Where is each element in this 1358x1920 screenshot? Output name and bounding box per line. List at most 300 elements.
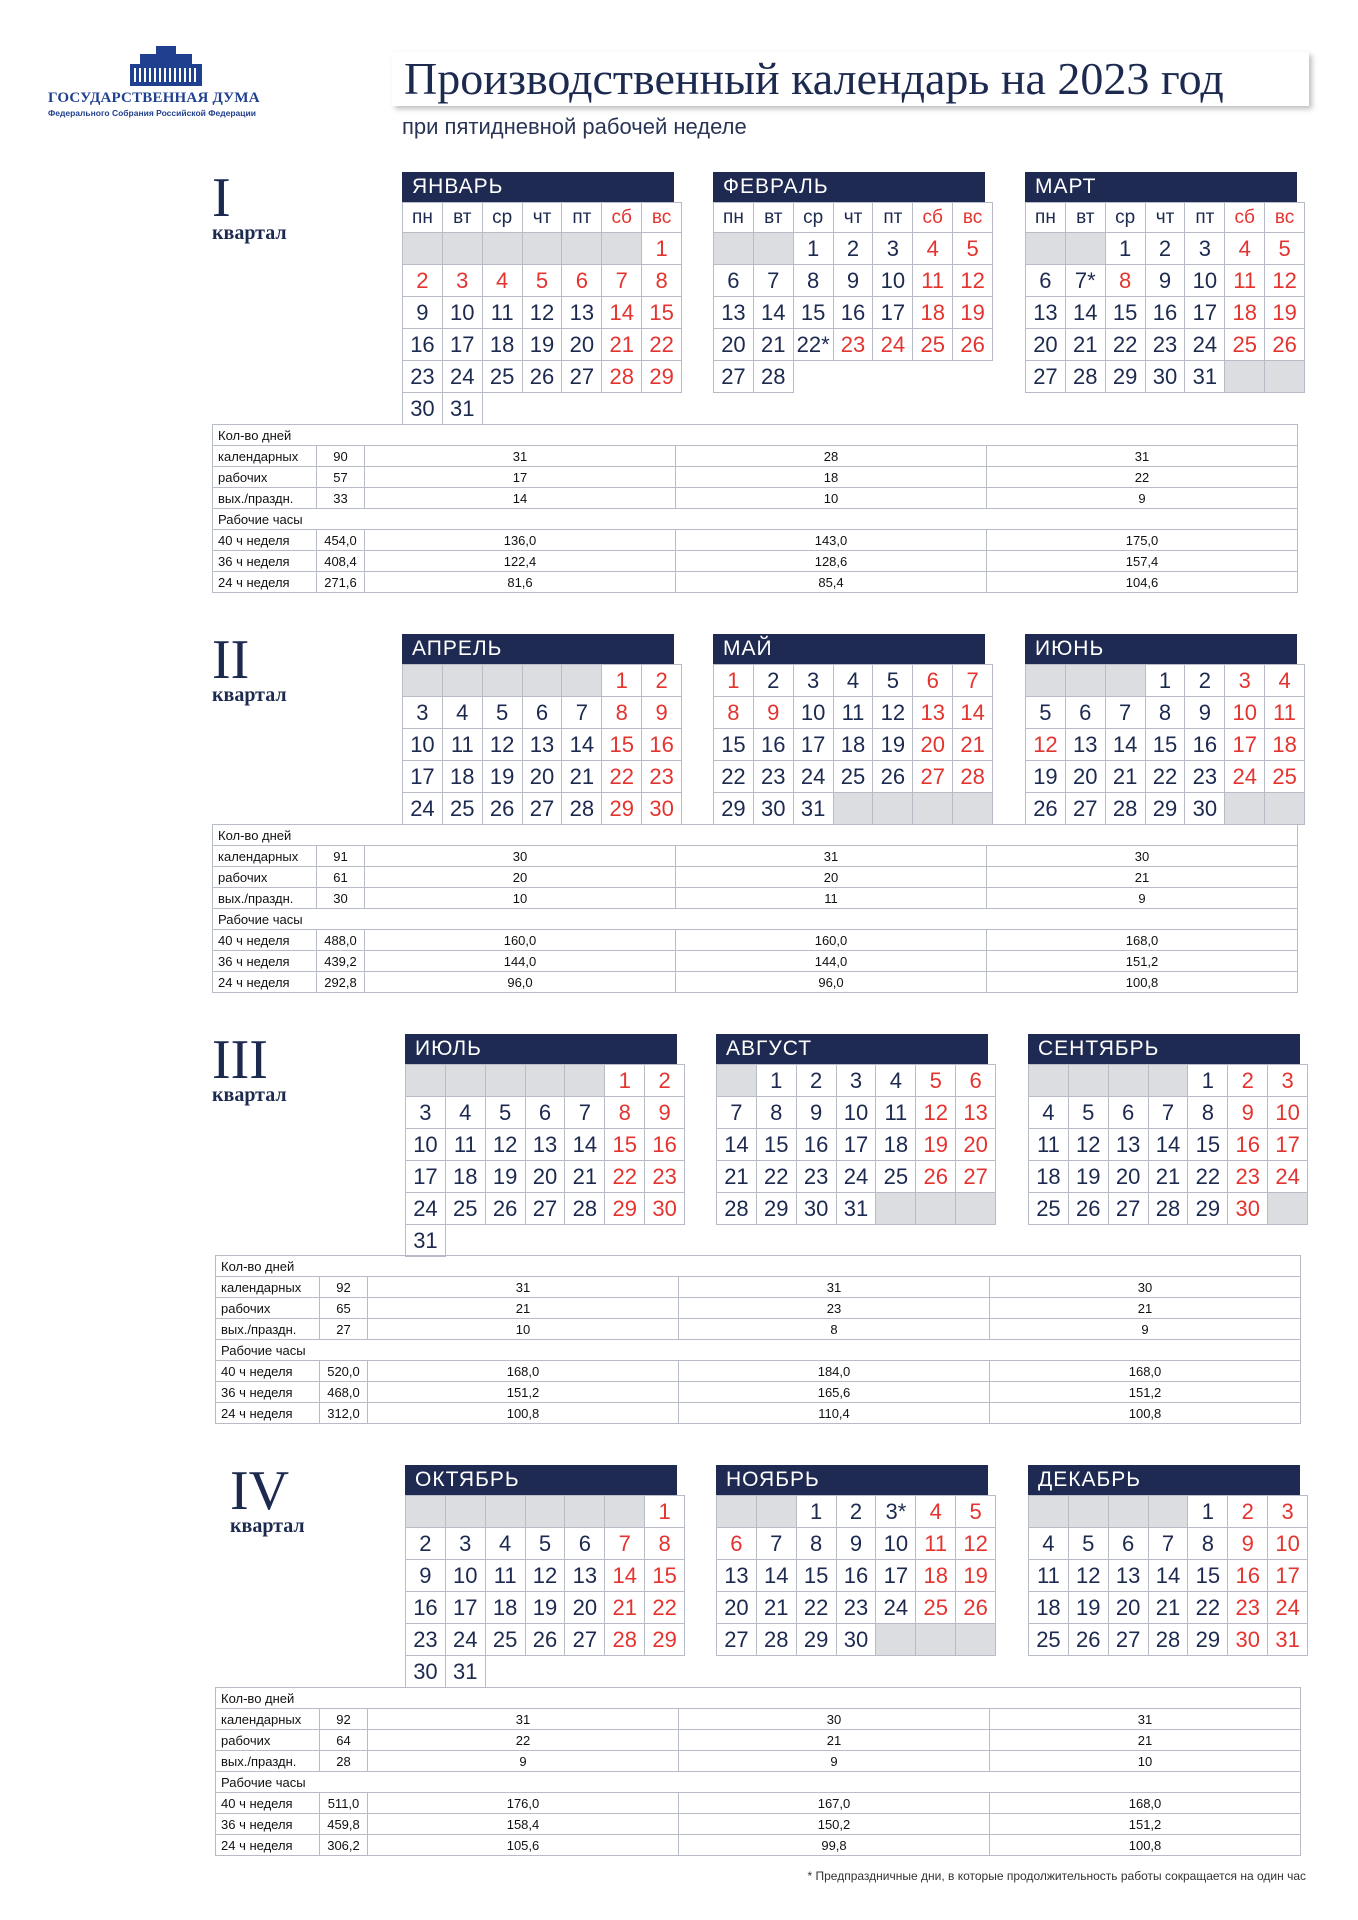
day-cell: 8 — [714, 697, 754, 729]
day-cell: 23 — [833, 329, 873, 361]
day-cell: 27 — [562, 361, 602, 393]
empty-cell — [522, 393, 562, 425]
month-stat-value: 10 — [676, 488, 987, 509]
week-row — [1026, 265, 1305, 297]
day-cell: 25 — [1265, 761, 1305, 793]
quarter-numeral: I — [212, 167, 231, 229]
day-cell: 15 — [605, 1129, 645, 1161]
stats-row — [216, 1835, 1301, 1856]
month-stat-value: 151,2 — [987, 951, 1298, 972]
day-cell: 29 — [1188, 1193, 1228, 1225]
stats-section-label: Кол-во дней — [216, 1256, 1301, 1277]
month-stat-value: 18 — [676, 467, 987, 488]
day-cell: 4 — [1029, 1097, 1069, 1129]
day-cell: 5 — [953, 233, 993, 265]
day-cell: 18 — [1029, 1592, 1069, 1624]
empty-cell — [1068, 1496, 1108, 1528]
day-cell: 12 — [916, 1097, 956, 1129]
day-cell: 17 — [873, 297, 913, 329]
empty-cell — [1068, 1065, 1108, 1097]
day-cell: 16 — [1228, 1129, 1268, 1161]
day-cell: 13 — [525, 1129, 565, 1161]
day-cell: 18 — [833, 729, 873, 761]
day-cell: 23 — [1185, 761, 1225, 793]
week-row — [1029, 1528, 1308, 1560]
week-row — [1026, 329, 1305, 361]
day-cell: 25 — [1029, 1624, 1069, 1656]
day-cell: 13 — [1108, 1129, 1148, 1161]
logo — [48, 46, 298, 118]
month-stat-value: 99,8 — [679, 1835, 990, 1856]
empty-cell — [522, 233, 562, 265]
day-cell: 24 — [1185, 329, 1225, 361]
month-stat-value: 96,0 — [365, 972, 676, 993]
stats-row-label: 36 ч неделя — [216, 1814, 320, 1835]
day-cell: 14 — [756, 1560, 796, 1592]
day-cell: 6 — [565, 1528, 605, 1560]
day-cell: 14 — [565, 1129, 605, 1161]
stats-section-row — [213, 825, 1298, 846]
empty-cell — [717, 1065, 757, 1097]
day-cell: 6 — [1065, 697, 1105, 729]
day-cell: 28 — [562, 793, 602, 825]
day-cell: 30 — [642, 793, 682, 825]
day-cell: 29 — [756, 1193, 796, 1225]
month-name: НОЯБРЬ — [716, 1465, 988, 1495]
month-stat-value: 168,0 — [368, 1361, 679, 1382]
day-cell: 20 — [1026, 329, 1066, 361]
day-cell: 28 — [602, 361, 642, 393]
day-cell: 4 — [482, 265, 522, 297]
day-cell: 25 — [913, 329, 953, 361]
empty-cell — [565, 1225, 605, 1257]
month-stat-value: 144,0 — [365, 951, 676, 972]
day-cell: 26 — [1026, 793, 1066, 825]
day-cell: 6 — [714, 265, 754, 297]
day-cell: 19 — [873, 729, 913, 761]
stats-row — [216, 1751, 1301, 1772]
quarter-total: 511,0 — [320, 1793, 368, 1814]
week-row — [717, 1065, 996, 1097]
day-cell: 1 — [1105, 233, 1145, 265]
stats-section-label: Кол-во дней — [213, 425, 1298, 446]
day-cell: 27 — [1026, 361, 1066, 393]
quarter-total: 30 — [317, 888, 365, 909]
empty-cell — [403, 233, 443, 265]
month-calendar — [713, 634, 985, 825]
empty-cell — [873, 793, 913, 825]
day-cell: 8 — [605, 1097, 645, 1129]
day-cell: 30 — [753, 793, 793, 825]
week-row — [714, 233, 993, 265]
day-cell: 9 — [1228, 1097, 1268, 1129]
week-row — [406, 1560, 685, 1592]
week-row — [714, 697, 993, 729]
day-cell: 3 — [1185, 233, 1225, 265]
day-cell: 10 — [1225, 697, 1265, 729]
day-cell: 17 — [442, 329, 482, 361]
day-cell: 13 — [1065, 729, 1105, 761]
stats-row-label: 24 ч неделя — [213, 972, 317, 993]
month-calendar — [1025, 634, 1297, 825]
day-cell: 1 — [1188, 1496, 1228, 1528]
day-cell: 5 — [1265, 233, 1305, 265]
day-cell: 13 — [1026, 297, 1066, 329]
day-cell: 26 — [956, 1592, 996, 1624]
empty-cell — [525, 1656, 565, 1688]
day-cell: 4 — [913, 233, 953, 265]
day-cell: 11 — [913, 265, 953, 297]
day-cell: 20 — [1108, 1161, 1148, 1193]
weekday-cell: пн — [403, 203, 443, 233]
org-name: ГОСУДАРСТВЕННАЯ ДУМА — [48, 90, 260, 106]
stats-row — [213, 867, 1298, 888]
quarter-numeral: IV — [230, 1460, 290, 1522]
day-cell: 13 — [717, 1560, 757, 1592]
empty-cell — [525, 1225, 565, 1257]
day-cell: 26 — [1265, 329, 1305, 361]
weekday-cell: сб — [602, 203, 642, 233]
day-cell: 4 — [916, 1496, 956, 1528]
day-cell: 1 — [605, 1065, 645, 1097]
day-cell: 24 — [445, 1624, 485, 1656]
day-cell: 3 — [1225, 665, 1265, 697]
day-cell: 22 — [796, 1592, 836, 1624]
empty-cell — [445, 1225, 485, 1257]
stats-section-row — [216, 1772, 1301, 1793]
empty-cell — [605, 1496, 645, 1528]
stats-row-label: 40 ч неделя — [216, 1361, 320, 1382]
weekday-row — [1026, 203, 1305, 233]
quarter-total: 28 — [320, 1751, 368, 1772]
empty-cell — [1108, 1496, 1148, 1528]
stats-row-label: 40 ч неделя — [213, 930, 317, 951]
day-cell: 25 — [445, 1193, 485, 1225]
stats-row — [216, 1814, 1301, 1835]
month-grid — [405, 1064, 685, 1257]
day-cell: 12 — [956, 1528, 996, 1560]
day-cell: 3 — [873, 233, 913, 265]
week-row — [403, 665, 682, 697]
empty-cell — [913, 793, 953, 825]
day-cell: 10 — [1268, 1528, 1308, 1560]
stats-row — [216, 1793, 1301, 1814]
weekday-cell: вс — [1265, 203, 1305, 233]
day-cell: 6 — [717, 1528, 757, 1560]
day-cell: 2 — [836, 1496, 876, 1528]
empty-cell — [442, 665, 482, 697]
day-cell: 12 — [522, 297, 562, 329]
quarter-total: 306,2 — [320, 1835, 368, 1856]
month-name: МАРТ — [1025, 172, 1297, 202]
stats-row-label: календарных — [216, 1709, 320, 1730]
day-cell: 2 — [796, 1065, 836, 1097]
day-cell: 16 — [1228, 1560, 1268, 1592]
stats-row-label: вых./праздн. — [213, 488, 317, 509]
week-row — [406, 1065, 685, 1097]
day-cell: 21 — [602, 329, 642, 361]
empty-cell — [525, 1065, 565, 1097]
day-cell: 12 — [485, 1129, 525, 1161]
day-cell: 9 — [645, 1097, 685, 1129]
day-cell: 16 — [833, 297, 873, 329]
day-cell: 27 — [913, 761, 953, 793]
day-cell: 17 — [876, 1560, 916, 1592]
day-cell: 22 — [605, 1161, 645, 1193]
day-cell: 11 — [485, 1560, 525, 1592]
month-stat-value: 165,6 — [679, 1382, 990, 1403]
day-cell: 17 — [1268, 1129, 1308, 1161]
weekday-cell: пт — [1185, 203, 1225, 233]
stats-section-label: Рабочие часы — [216, 1772, 1301, 1793]
day-cell: 4 — [876, 1065, 916, 1097]
day-cell: 11 — [442, 729, 482, 761]
day-cell: 25 — [442, 793, 482, 825]
month-stat-value: 110,4 — [679, 1403, 990, 1424]
day-cell: 1 — [796, 1496, 836, 1528]
day-cell: 26 — [1068, 1193, 1108, 1225]
day-cell: 21 — [1148, 1592, 1188, 1624]
day-cell: 5 — [916, 1065, 956, 1097]
month-stat-value: 157,4 — [987, 551, 1298, 572]
day-cell: 28 — [605, 1624, 645, 1656]
day-cell: 29 — [645, 1624, 685, 1656]
stats-section-row — [216, 1340, 1301, 1361]
weekday-cell: ср — [793, 203, 833, 233]
month-name: ИЮЛЬ — [405, 1034, 677, 1064]
month-stat-value: 31 — [679, 1277, 990, 1298]
day-cell: 5 — [956, 1496, 996, 1528]
day-cell: 10 — [873, 265, 913, 297]
month-stat-value: 151,2 — [990, 1382, 1301, 1403]
day-cell: 30 — [1145, 361, 1185, 393]
day-cell: 2 — [642, 665, 682, 697]
footnote: * Предпраздничные дни, в которые продолжительность работы сокращается на один час — [807, 1869, 1306, 1883]
day-cell: 8 — [796, 1528, 836, 1560]
day-cell: 15 — [796, 1560, 836, 1592]
day-cell: 31 — [793, 793, 833, 825]
day-cell: 19 — [485, 1161, 525, 1193]
day-cell: 23 — [796, 1161, 836, 1193]
day-cell: 2 — [403, 265, 443, 297]
weekday-cell: пн — [1026, 203, 1066, 233]
empty-cell — [1268, 1193, 1308, 1225]
quarter-label — [230, 1460, 305, 1538]
quarter-stats-table — [215, 1687, 1301, 1856]
weekday-cell: пт — [873, 203, 913, 233]
month-stat-value: 21 — [990, 1730, 1301, 1751]
day-cell: 27 — [522, 793, 562, 825]
day-cell: 21 — [753, 329, 793, 361]
week-row — [406, 1097, 685, 1129]
week-row — [1029, 1065, 1308, 1097]
day-cell: 11 — [916, 1528, 956, 1560]
empty-cell — [793, 361, 833, 393]
empty-cell — [873, 361, 913, 393]
day-cell: 10 — [1185, 265, 1225, 297]
day-cell: 5 — [1068, 1097, 1108, 1129]
day-cell: 1 — [793, 233, 833, 265]
day-cell: 19 — [916, 1129, 956, 1161]
day-cell: 16 — [796, 1129, 836, 1161]
day-cell: 13 — [565, 1560, 605, 1592]
day-cell: 17 — [793, 729, 833, 761]
day-cell: 30 — [796, 1193, 836, 1225]
week-row — [717, 1528, 996, 1560]
empty-cell — [562, 233, 602, 265]
stats-row-label: рабочих — [216, 1730, 320, 1751]
day-cell: 4 — [833, 665, 873, 697]
month-stat-value: 31 — [368, 1277, 679, 1298]
quarter-total: 454,0 — [317, 530, 365, 551]
weekday-cell: вт — [442, 203, 482, 233]
day-cell: 27 — [1065, 793, 1105, 825]
quarter-numeral: III — [212, 1029, 268, 1091]
day-cell: 16 — [1185, 729, 1225, 761]
day-cell: 8 — [602, 697, 642, 729]
org-subtitle: Федерального Собрания Российской Федерации — [48, 108, 256, 118]
week-row — [406, 1592, 685, 1624]
day-cell: 23 — [1228, 1592, 1268, 1624]
day-cell: 26 — [522, 361, 562, 393]
day-cell: 13 — [913, 697, 953, 729]
day-cell: 1 — [1145, 665, 1185, 697]
day-cell: 6 — [562, 265, 602, 297]
day-cell: 20 — [714, 329, 754, 361]
day-cell: 21 — [717, 1161, 757, 1193]
empty-cell — [445, 1065, 485, 1097]
day-cell: 7 — [605, 1528, 645, 1560]
day-cell: 14 — [605, 1560, 645, 1592]
day-cell: 12 — [1026, 729, 1066, 761]
day-cell: 17 — [1185, 297, 1225, 329]
quarter-total: 292,8 — [317, 972, 365, 993]
empty-cell — [1029, 1065, 1069, 1097]
month-calendar — [405, 1034, 677, 1257]
day-cell: 10 — [836, 1097, 876, 1129]
quarter-stats-table — [212, 824, 1298, 993]
month-stat-value: 128,6 — [676, 551, 987, 572]
day-cell: 11 — [1265, 697, 1305, 729]
quarter-label — [212, 629, 287, 707]
day-cell: 16 — [642, 729, 682, 761]
day-cell: 24 — [873, 329, 913, 361]
day-cell: 8 — [645, 1528, 685, 1560]
quarter-label — [212, 1029, 287, 1107]
stats-row-label: рабочих — [213, 867, 317, 888]
day-cell: 6 — [522, 697, 562, 729]
day-cell: 12 — [873, 697, 913, 729]
day-cell: 6 — [1026, 265, 1066, 297]
day-cell: 26 — [916, 1161, 956, 1193]
week-row — [1026, 697, 1305, 729]
month-stat-value: 31 — [676, 846, 987, 867]
day-cell: 28 — [1065, 361, 1105, 393]
day-cell: 16 — [753, 729, 793, 761]
day-cell: 22 — [714, 761, 754, 793]
day-cell: 29 — [605, 1193, 645, 1225]
day-cell: 27 — [525, 1193, 565, 1225]
day-cell: 4 — [445, 1097, 485, 1129]
month-stat-value: 21 — [987, 867, 1298, 888]
week-row — [403, 265, 682, 297]
day-cell: 1 — [756, 1065, 796, 1097]
empty-cell — [1265, 793, 1305, 825]
day-cell: 15 — [756, 1129, 796, 1161]
month-stat-value: 22 — [987, 467, 1298, 488]
week-row — [714, 729, 993, 761]
day-cell: 14 — [1105, 729, 1145, 761]
day-cell: 4 — [442, 697, 482, 729]
quarter-total: 27 — [320, 1319, 368, 1340]
day-cell: 23 — [403, 361, 443, 393]
week-row — [403, 361, 682, 393]
month-stat-value: 168,0 — [990, 1361, 1301, 1382]
day-cell: 8 — [1145, 697, 1185, 729]
month-name: АПРЕЛЬ — [402, 634, 674, 664]
day-cell: 20 — [1108, 1592, 1148, 1624]
day-cell: 6 — [913, 665, 953, 697]
stats-row-label: вых./праздн. — [213, 888, 317, 909]
day-cell: 4 — [1029, 1528, 1069, 1560]
day-cell: 29 — [714, 793, 754, 825]
day-cell: 4 — [1265, 665, 1305, 697]
stats-section-label: Рабочие часы — [213, 909, 1298, 930]
day-cell: 16 — [403, 329, 443, 361]
month-stat-value: 30 — [679, 1709, 990, 1730]
day-cell: 3 — [793, 665, 833, 697]
day-cell: 28 — [565, 1193, 605, 1225]
stats-section-label: Кол-во дней — [216, 1688, 1301, 1709]
month-stat-value: 168,0 — [987, 930, 1298, 951]
day-cell: 3 — [836, 1065, 876, 1097]
stats-row-label: 36 ч неделя — [213, 951, 317, 972]
empty-cell — [482, 665, 522, 697]
quarter-total: 459,8 — [320, 1814, 368, 1835]
empty-cell — [1065, 665, 1105, 697]
month-stat-value: 176,0 — [368, 1793, 679, 1814]
quarter-total: 312,0 — [320, 1403, 368, 1424]
empty-cell — [485, 1656, 525, 1688]
quarter-total: 468,0 — [320, 1382, 368, 1403]
month-grid — [713, 202, 993, 393]
day-cell: 9 — [753, 697, 793, 729]
day-cell: 23 — [406, 1624, 446, 1656]
day-cell: 21 — [1148, 1161, 1188, 1193]
month-calendar — [716, 1034, 988, 1225]
month-stat-value: 31 — [987, 446, 1298, 467]
day-cell: 30 — [403, 393, 443, 425]
month-stat-value: 14 — [365, 488, 676, 509]
day-cell: 25 — [1029, 1193, 1069, 1225]
empty-cell — [913, 361, 953, 393]
month-calendar — [402, 634, 674, 825]
week-row — [714, 665, 993, 697]
empty-cell — [485, 1496, 525, 1528]
quarter-total: 61 — [317, 867, 365, 888]
week-row — [1029, 1624, 1308, 1656]
day-cell: 9 — [403, 297, 443, 329]
month-stat-value: 22 — [368, 1730, 679, 1751]
month-calendar — [1028, 1034, 1300, 1225]
day-cell: 15 — [642, 297, 682, 329]
week-row — [714, 361, 993, 393]
day-cell: 28 — [717, 1193, 757, 1225]
day-cell: 1 — [1188, 1065, 1228, 1097]
month-stat-value: 100,8 — [990, 1835, 1301, 1856]
empty-cell — [525, 1496, 565, 1528]
day-cell: 29 — [1145, 793, 1185, 825]
